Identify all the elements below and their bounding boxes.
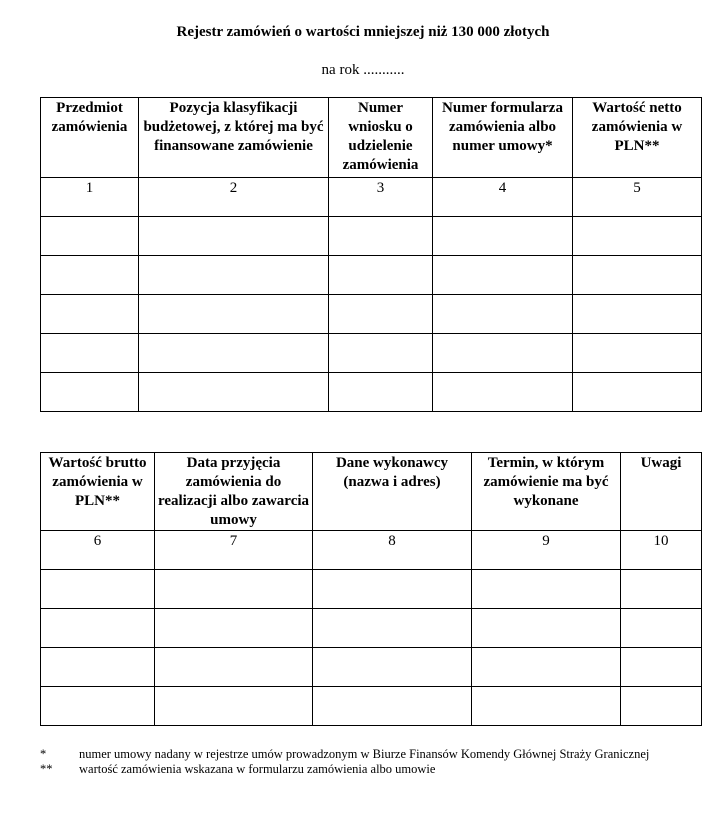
table-cell xyxy=(433,217,573,256)
table-cell xyxy=(433,295,573,334)
table-cell xyxy=(329,334,433,373)
table-row xyxy=(41,570,702,609)
document-title: Rejestr zamówień o wartości mniejszej niż 130 000 złotych xyxy=(176,24,550,40)
column-number: 8 xyxy=(313,531,472,570)
footnote xyxy=(40,762,680,777)
column-number-row xyxy=(41,178,702,217)
column-number: 3 xyxy=(329,178,433,217)
table-cell xyxy=(621,609,702,648)
footnote-mark: * xyxy=(40,747,47,761)
column-number: 4 xyxy=(433,178,573,217)
column-number-row xyxy=(41,531,702,570)
table-row xyxy=(41,334,702,373)
table-cell xyxy=(313,687,472,726)
header-numer-formularza: Numer formularza zamówienia albo numer umowy* xyxy=(433,98,573,178)
table-cell xyxy=(621,570,702,609)
header-wartosc-netto: Wartość netto zamówienia w PLN** xyxy=(573,98,702,178)
footnote-mark: ** xyxy=(40,762,53,776)
footnote-text: wartość zamówienia wskazana w formularzu zamówienia albo umowie xyxy=(79,762,436,776)
table-cell xyxy=(139,373,329,412)
table-row xyxy=(41,217,702,256)
table-cell xyxy=(41,334,139,373)
table-cell xyxy=(472,648,621,687)
table-cell xyxy=(155,609,313,648)
table-row xyxy=(41,609,702,648)
header-wartosc-brutto: Wartość brutto zamówienia w PLN** xyxy=(41,453,155,531)
table-cell xyxy=(472,609,621,648)
table-cell xyxy=(41,687,155,726)
table-row xyxy=(41,295,702,334)
table-cell xyxy=(41,570,155,609)
register-table-part-2 xyxy=(40,452,702,726)
table-cell xyxy=(621,648,702,687)
header-termin-wykonania: Termin, w którym zamówienie ma być wykonane xyxy=(472,453,621,531)
table-cell xyxy=(155,687,313,726)
table-row xyxy=(41,648,702,687)
table-cell xyxy=(329,373,433,412)
table-header-row xyxy=(41,98,702,178)
table-cell xyxy=(573,334,702,373)
header-data-przyjecia: Data przyjęcia zamówienia do realizacji albo zawarcia umowy xyxy=(155,453,313,531)
table-cell xyxy=(472,687,621,726)
table-cell xyxy=(313,609,472,648)
table-cell xyxy=(472,570,621,609)
document-subtitle: na rok ........... xyxy=(321,62,405,78)
column-number: 5 xyxy=(573,178,702,217)
column-number: 10 xyxy=(621,531,702,570)
table-cell xyxy=(41,648,155,687)
table-cell xyxy=(41,217,139,256)
table-cell xyxy=(433,256,573,295)
table-row xyxy=(41,687,702,726)
table-cell xyxy=(573,256,702,295)
table-cell xyxy=(139,295,329,334)
table-cell xyxy=(155,648,313,687)
table-cell xyxy=(573,373,702,412)
table-cell xyxy=(313,648,472,687)
table-cell xyxy=(621,687,702,726)
header-przedmiot-zamowienia: Przedmiot zamówienia xyxy=(41,98,139,178)
table-header-row xyxy=(41,453,702,531)
column-number: 9 xyxy=(472,531,621,570)
table-row xyxy=(41,373,702,412)
table-cell xyxy=(155,570,313,609)
table-cell xyxy=(433,334,573,373)
table-cell xyxy=(41,373,139,412)
table-cell xyxy=(573,217,702,256)
table-cell xyxy=(41,609,155,648)
header-dane-wykonawcy: Dane wykonawcy (nazwa i adres) xyxy=(313,453,472,531)
table-row xyxy=(41,256,702,295)
table-cell xyxy=(41,256,139,295)
table-cell xyxy=(41,295,139,334)
footnote-text: numer umowy nadany w rejestrze umów prowadzonym w Biurze Finansów Komendy Głównej Straży Granicznej xyxy=(79,747,650,761)
column-number: 2 xyxy=(139,178,329,217)
table-cell xyxy=(139,217,329,256)
column-number: 7 xyxy=(155,531,313,570)
table-cell xyxy=(433,373,573,412)
footnotes xyxy=(40,747,680,777)
table-cell xyxy=(139,256,329,295)
column-number: 6 xyxy=(41,531,155,570)
column-number: 1 xyxy=(41,178,139,217)
table-cell xyxy=(329,295,433,334)
table-cell xyxy=(139,334,329,373)
header-numer-wniosku: Numer wniosku o udzielenie zamówienia xyxy=(329,98,433,178)
header-pozycja-klasyfikacji: Pozycja klasyfikacji budżetowej, z której ma być finansowane zamówienie xyxy=(139,98,329,178)
table-cell xyxy=(313,570,472,609)
table-cell xyxy=(573,295,702,334)
table-cell xyxy=(329,256,433,295)
header-uwagi: Uwagi xyxy=(621,453,702,531)
register-table-part-1 xyxy=(40,97,702,412)
footnote xyxy=(40,747,680,762)
table-cell xyxy=(329,217,433,256)
